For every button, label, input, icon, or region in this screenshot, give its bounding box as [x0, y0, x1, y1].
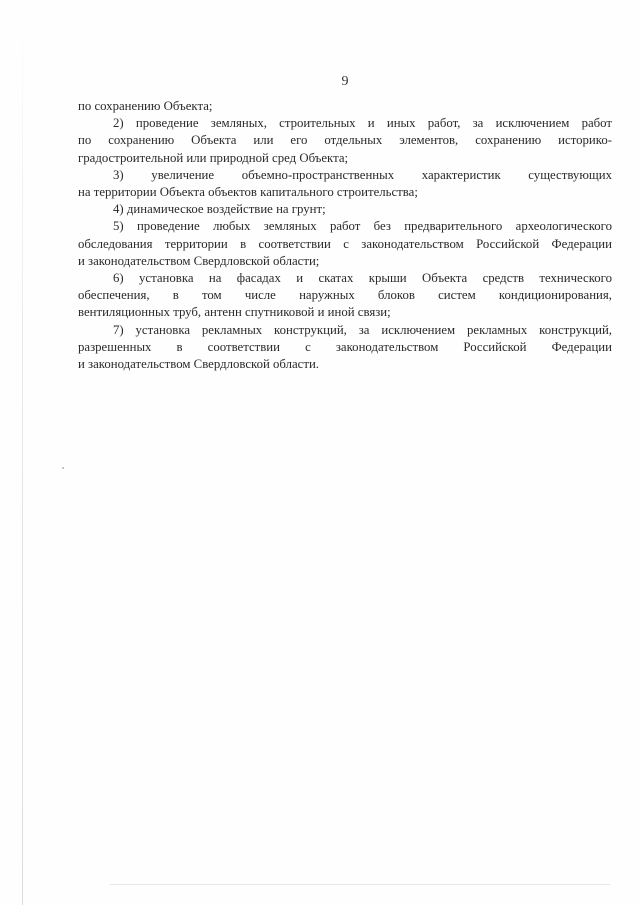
text-line: 2) проведение земляных, строительных и иных работ, за исключением работ	[113, 116, 612, 131]
text-line: градостроительной или природной сред Объекта;	[78, 150, 349, 165]
page-number: 9	[341, 74, 349, 89]
text-line: по сохранению Объекта;	[78, 99, 213, 113]
text-line: 6) установка на фасадах и скатах крыши Объекта средств технического	[113, 270, 612, 285]
text-line: обследования территории в соответствии с законодательством Российской Федерации	[78, 236, 612, 251]
text-line: обеспечения, в том числе наружных блоков систем кондиционирования,	[78, 288, 612, 303]
text-line: и законодательством Свердловской области;	[78, 253, 320, 268]
body-text	[78, 98, 612, 373]
text-line: 3) увеличение объемно-пространственных характеристик существующих	[113, 167, 612, 182]
scan-speck	[62, 467, 64, 469]
text-line: разрешенных в соответствии с законодательством Российской Федерации	[78, 339, 612, 354]
text-line: на территории Объекта объектов капитального строительства;	[78, 184, 418, 199]
text-line: 7) установка рекламных конструкций, за исключением рекламных конструкций,	[113, 322, 612, 337]
scan-edge-shadow	[22, 0, 23, 905]
text-line: 5) проведение любых земляных работ без предварительного археологического	[113, 219, 612, 234]
text-line: по сохранению Объекта или его отдельных элементов, сохранению историко-	[78, 133, 612, 148]
text-line: вентиляционных труб, антенн спутниковой и иной связи;	[78, 305, 391, 320]
text-line: и законодательством Свердловской области.	[78, 356, 320, 371]
text-line: 4) динамическое воздействие на грунт;	[113, 202, 326, 217]
scan-bottom-shadow	[110, 884, 610, 885]
